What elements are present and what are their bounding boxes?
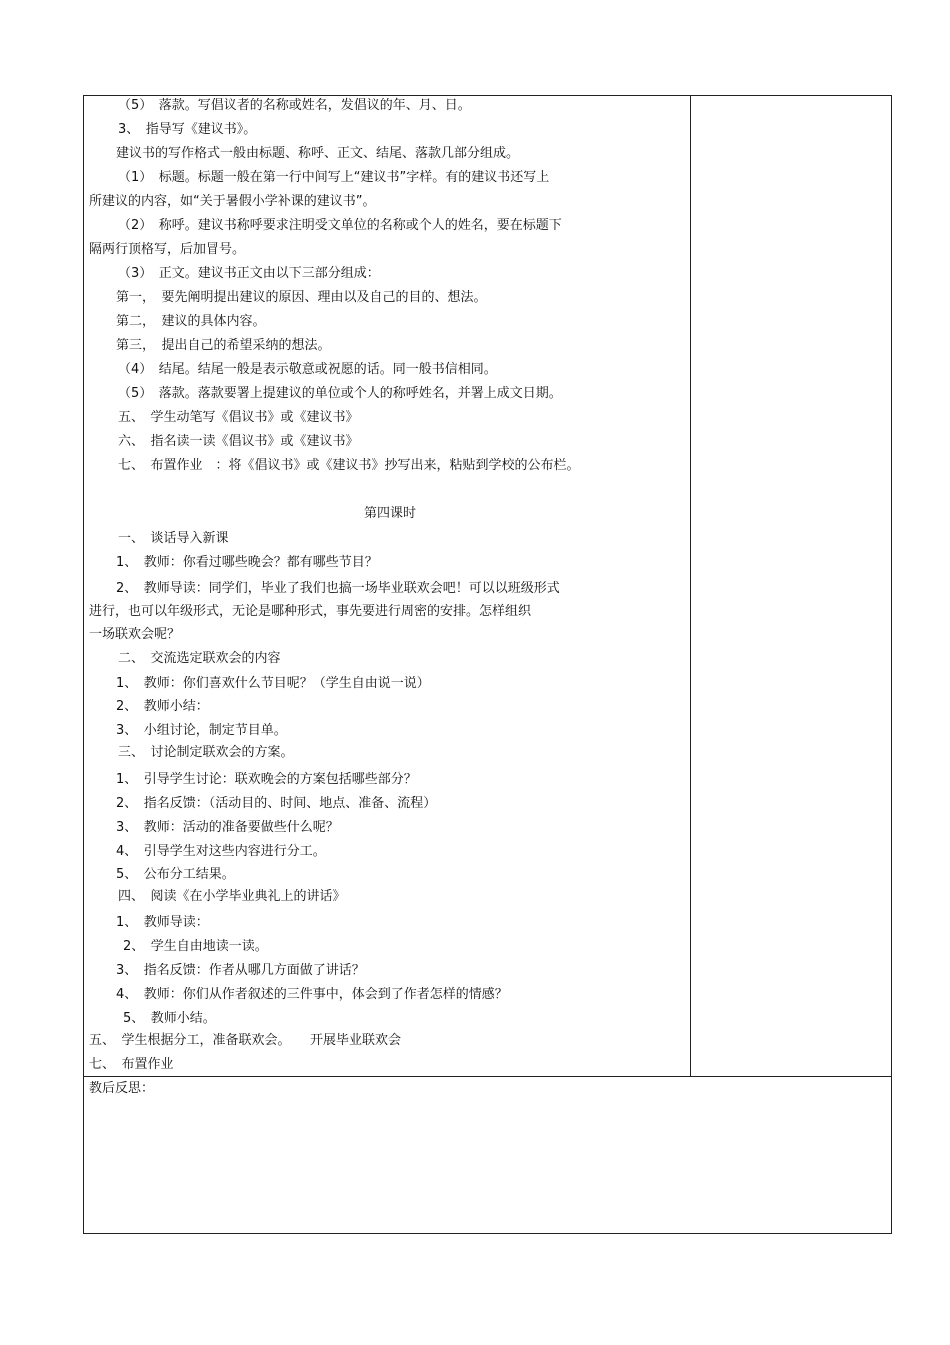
notes-side-cell: [690, 95, 892, 1077]
text-line: 隔两行顶格写，后加冒号。: [89, 242, 246, 257]
text-line: （5） 落款。落款要署上提建议的单位或个人的称呼姓名，并署上成文日期。: [118, 386, 562, 401]
text-line: 四、 阅读《在小学毕业典礼上的讲话》: [118, 889, 346, 904]
text-line: 进行，也可以年级形式，无论是哪种形式，事先要进行周密的安排。怎样组织: [89, 604, 532, 619]
text-line: 一、 谈话导入新课: [118, 531, 229, 546]
text-line: 2、 教师导读：同学们，毕业了我们也搞一场毕业联欢会吧！可以以班级形式: [116, 581, 560, 596]
text-line: 所建议的内容，如“关于暑假小学补课的建议书”。: [89, 194, 376, 209]
text-line: 第二， 建议的具体内容。: [116, 314, 266, 329]
text-line: 3、 指名反馈：作者从哪几方面做了讲话？: [116, 963, 365, 978]
text-line: 1、 教师导读：: [116, 915, 209, 930]
text-line: 六、 指名读一读《倡议书》或《建议书》: [118, 434, 359, 449]
text-line: 1、 引导学生讨论：联欢晚会的方案包括哪些部分？: [116, 772, 417, 787]
text-line: 2、 教师小结：: [116, 699, 209, 714]
text-line: （4） 结尾。结尾一般是表示敬意或祝愿的话。同一般书信相同。: [118, 362, 497, 377]
text-line: 4、 教师：你们从作者叙述的三件事中，体会到了作者怎样的情感？: [116, 987, 508, 1002]
text-line: 三、 讨论制定联欢会的方案。: [118, 745, 294, 760]
text-line: 3、 指导写《建议书》。: [118, 122, 257, 137]
text-line: 3、 小组讨论，制定节目单。: [116, 723, 287, 738]
text-line: 第一， 要先阐明提出建议的原因、理由以及自己的目的、想法。: [116, 290, 487, 305]
text-line: 第三， 提出自己的希望采纳的想法。: [116, 338, 331, 353]
text-line: 2、 学生自由地读一读。: [123, 939, 268, 954]
text-line: 3、 教师：活动的准备要做些什么呢？: [116, 820, 339, 835]
text-line: 4、 引导学生对这些内容进行分工。: [116, 844, 326, 859]
text-line: 五、 学生动笔写《倡议书》或《建议书》: [118, 410, 359, 425]
text-line: 一场联欢会呢？: [89, 627, 181, 642]
text-line: 建议书的写作格式一般由标题、称呼、正文、结尾、落款几部分组成。: [116, 146, 520, 161]
text-line: 七、 布置作业: [89, 1057, 174, 1072]
reflection-label: 教后反思：: [89, 1081, 155, 1096]
text-line: 2、 指名反馈：（活动目的、时间、地点、准备、流程）: [116, 796, 437, 811]
text-line: 五、 学生根据分工，准备联欢会。 开展毕业联欢会: [89, 1033, 402, 1048]
text-line: 5、 公布分工结果。: [116, 867, 235, 882]
text-line: 5、 教师小结。: [123, 1011, 216, 1026]
text-line: 七、 布置作业 ：将《倡议书》或《建议书》抄写出来，粘贴到学校的公布栏。: [118, 458, 580, 473]
text-line: （5） 落款。写倡议者的名称或姓名，发倡议的年、月、日。: [118, 98, 471, 113]
text-line: （3） 正文。建议书正文由以下三部分组成：: [118, 266, 380, 281]
reflection-cell: [83, 1076, 892, 1234]
text-line: 二、 交流选定联欢会的内容: [118, 651, 281, 666]
text-line: （2） 称呼。建议书称呼要求注明受文单位的名称或个人的姓名，要在标题下: [118, 218, 562, 233]
text-line: 1、 教师：你们喜欢什么节目呢？（学生自由说一说）: [116, 676, 430, 691]
text-line: （1） 标题。标题一般在第一行中间写上“建议书”字样。有的建议书还写上: [118, 170, 550, 185]
section-title: 第四课时: [364, 506, 417, 521]
text-line: 1、 教师：你看过哪些晚会？都有哪些节目？: [116, 555, 378, 570]
